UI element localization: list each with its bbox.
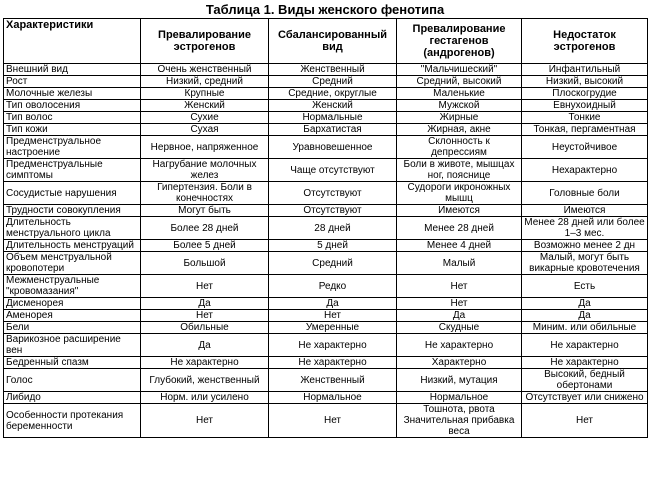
row-label: Дисменорея — [4, 298, 141, 310]
table-row — [4, 64, 648, 76]
table-cell: Жирная, акне — [397, 124, 522, 136]
table-cell: Норм. или усилено — [141, 392, 269, 404]
table-cell: Средний — [269, 252, 397, 275]
table-cell: Головные боли — [522, 182, 648, 205]
table-cell: Жирные — [397, 112, 522, 124]
table-cell: Нет — [141, 310, 269, 322]
row-label: Тип кожи — [4, 124, 141, 136]
header-estrogen-deficiency: Недостаток эстрогенов — [522, 19, 648, 64]
table-cell: Отсутствуют — [269, 182, 397, 205]
table-cell: Большой — [141, 252, 269, 275]
table-cell: Нет — [522, 404, 648, 438]
table-cell: Тонкая, пергаментная — [522, 124, 648, 136]
header-balanced: Сбалансированный вид — [269, 19, 397, 64]
table-cell: Нет — [141, 275, 269, 298]
table-cell: Низкий, мутация — [397, 369, 522, 392]
table-cell: Чаще отсутствуют — [269, 159, 397, 182]
row-label: Рост — [4, 76, 141, 88]
table-cell: Средний, высокий — [397, 76, 522, 88]
document — [3, 2, 647, 438]
table-cell: Женский — [141, 100, 269, 112]
row-label: Особенности протекания беременности — [4, 404, 141, 438]
table-row — [4, 159, 648, 182]
table-cell: Тонкие — [522, 112, 648, 124]
table-cell: Гипертензия. Боли в конечностях — [141, 182, 269, 205]
table-cell: Более 28 дней — [141, 217, 269, 240]
table-cell: Да — [522, 298, 648, 310]
table-cell: Нет — [269, 310, 397, 322]
header-characteristics: Характеристики — [4, 19, 141, 64]
table-cell: Не характерно — [269, 334, 397, 357]
row-label: Молочные железы — [4, 88, 141, 100]
table-cell: Менее 28 дней или более 1–3 мес. — [522, 217, 648, 240]
table-cell: Боли в животе, мышцах ног, пояснице — [397, 159, 522, 182]
table-cell: Малый — [397, 252, 522, 275]
table-cell: Нормальное — [397, 392, 522, 404]
table-cell: Нет — [397, 275, 522, 298]
table-row — [4, 124, 648, 136]
table-row — [4, 298, 648, 310]
table-cell: Склонность к депрессиям — [397, 136, 522, 159]
table-cell: Маленькие — [397, 88, 522, 100]
table-cell: Есть — [522, 275, 648, 298]
table-cell: Не характерно — [522, 357, 648, 369]
table-cell: Нагрубание молочных желез — [141, 159, 269, 182]
table-cell: Бархатистая — [269, 124, 397, 136]
table-cell: Низкий, высокий — [522, 76, 648, 88]
row-label: Длительность менструального цикла — [4, 217, 141, 240]
table-cell: 5 дней — [269, 240, 397, 252]
table-cell: Инфантильный — [522, 64, 648, 76]
table-cell: Не характерно — [522, 334, 648, 357]
table-cell: Обильные — [141, 322, 269, 334]
table-cell: Характерно — [397, 357, 522, 369]
header-gestagen-prevalence: Превалирование гестагенов (андрогенов) — [397, 19, 522, 64]
table-title: Таблица 1. Виды женского фенотипа — [205, 2, 445, 17]
table-row — [4, 369, 648, 392]
table-row — [4, 76, 648, 88]
row-label: Предменструальные симптомы — [4, 159, 141, 182]
table-cell: Высокий, бедный обертонами — [522, 369, 648, 392]
table-row — [4, 100, 648, 112]
row-label: Либидо — [4, 392, 141, 404]
table-cell: Умеренные — [269, 322, 397, 334]
table-cell: Отсутствует или снижено — [522, 392, 648, 404]
table-row — [4, 275, 648, 298]
table-cell: Средний — [269, 76, 397, 88]
table-cell: Нервное, напряженное — [141, 136, 269, 159]
row-label: Длительность менструаций — [4, 240, 141, 252]
table-row — [4, 136, 648, 159]
table-cell: Редко — [269, 275, 397, 298]
table-cell: Более 5 дней — [141, 240, 269, 252]
table-row — [4, 404, 648, 438]
table-cell: Отсутствуют — [269, 205, 397, 217]
table-cell: Неустойчивое — [522, 136, 648, 159]
table-cell: Женственный — [269, 64, 397, 76]
row-label: Аменорея — [4, 310, 141, 322]
row-label: Бели — [4, 322, 141, 334]
row-label: Варикозное расширение вен — [4, 334, 141, 357]
row-label: Сосудистые нарушения — [4, 182, 141, 205]
table-body — [4, 64, 648, 438]
table-row — [4, 205, 648, 217]
header-estrogen-prevalence: Превалирование эстрогенов — [141, 19, 269, 64]
table-cell: Низкий, средний — [141, 76, 269, 88]
row-label: Объем менструальной кровопотери — [4, 252, 141, 275]
table-row — [4, 217, 648, 240]
table-cell: Глубокий, женственный — [141, 369, 269, 392]
table-row — [4, 357, 648, 369]
row-label: Тип волос — [4, 112, 141, 124]
table-cell: Уравновешенное — [269, 136, 397, 159]
table-cell: Тошнота, рвота Значительная прибавка веса — [397, 404, 522, 438]
table-cell: 28 дней — [269, 217, 397, 240]
table-cell: Да — [522, 310, 648, 322]
table-cell: Крупные — [141, 88, 269, 100]
table-row — [4, 182, 648, 205]
table-cell: Не характерно — [269, 357, 397, 369]
table-cell: Нормальное — [269, 392, 397, 404]
table-cell: Нет — [269, 404, 397, 438]
row-label: Межменструальные "кровомазания" — [4, 275, 141, 298]
table-cell: Евнухоидный — [522, 100, 648, 112]
table-cell: Скудные — [397, 322, 522, 334]
table-cell: Плоскогрудие — [522, 88, 648, 100]
table-cell: Очень женственный — [141, 64, 269, 76]
table-cell: Малый, могут быть викарные кровотечения — [522, 252, 648, 275]
table-cell: Сухие — [141, 112, 269, 124]
table-cell: Нормальные — [269, 112, 397, 124]
row-label: Предменструальное настроение — [4, 136, 141, 159]
table-cell: Нехарактерно — [522, 159, 648, 182]
table-cell: Сухая — [141, 124, 269, 136]
row-label: Внешний вид — [4, 64, 141, 76]
table-cell: Менее 28 дней — [397, 217, 522, 240]
table-cell: Средние, округлые — [269, 88, 397, 100]
table-cell: Мужской — [397, 100, 522, 112]
table-cell: Женский — [269, 100, 397, 112]
table-cell: Не характерно — [397, 334, 522, 357]
row-label: Тип оволосения — [4, 100, 141, 112]
table-cell: Судороги икроножных мышц — [397, 182, 522, 205]
table-cell: Да — [397, 310, 522, 322]
header-row — [4, 19, 648, 64]
table-cell: Имеются — [397, 205, 522, 217]
table-cell: "Мальчишеский" — [397, 64, 522, 76]
phenotype-table — [3, 18, 648, 438]
table-cell: Да — [141, 334, 269, 357]
table-row — [4, 334, 648, 357]
table-row — [4, 88, 648, 100]
table-row — [4, 392, 648, 404]
table-cell: Нет — [141, 404, 269, 438]
table-cell: Менее 4 дней — [397, 240, 522, 252]
row-label: Бедренный спазм — [4, 357, 141, 369]
table-row — [4, 322, 648, 334]
table-row — [4, 310, 648, 322]
table-row — [4, 112, 648, 124]
row-label: Трудности совокупления — [4, 205, 141, 217]
table-cell: Не характерно — [141, 357, 269, 369]
table-cell: Возможно менее 2 дн — [522, 240, 648, 252]
table-cell: Нет — [397, 298, 522, 310]
table-cell: Могут быть — [141, 205, 269, 217]
table-cell: Да — [141, 298, 269, 310]
table-cell: Женственный — [269, 369, 397, 392]
table-cell: Миним. или обильные — [522, 322, 648, 334]
row-label: Голос — [4, 369, 141, 392]
table-row — [4, 252, 648, 275]
table-cell: Имеются — [522, 205, 648, 217]
table-cell: Да — [269, 298, 397, 310]
table-row — [4, 240, 648, 252]
